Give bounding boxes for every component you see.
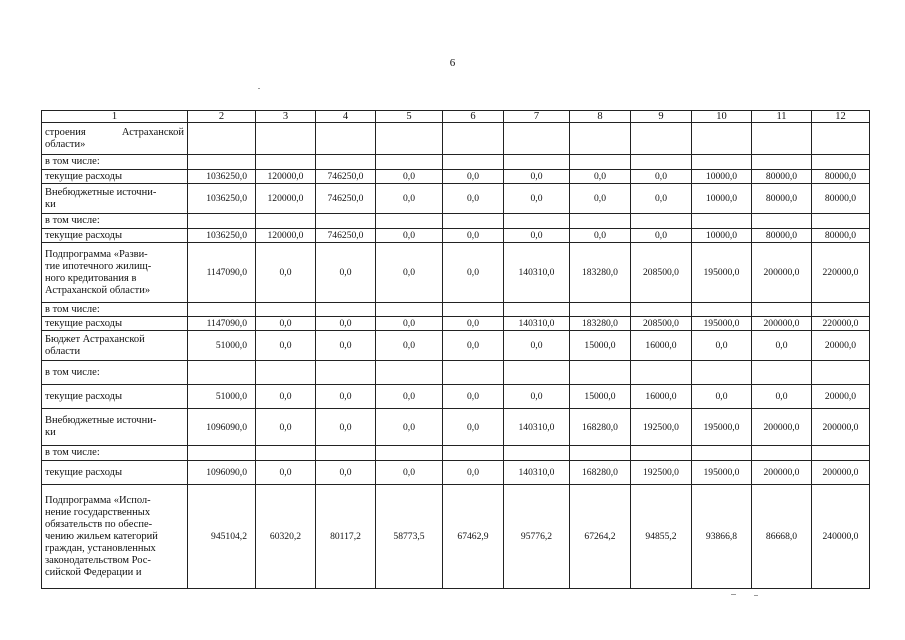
value-cell-col-9: 0,0 [631, 170, 692, 184]
budget-table [41, 110, 870, 589]
row-label-line: в том числе: [45, 303, 100, 315]
row-label-line: текущие расходы [45, 317, 123, 329]
value-cell-col-2: 1147090,0 [188, 317, 256, 331]
value-cell-col-12 [812, 361, 870, 385]
value-cell-col-10: 0,0 [692, 331, 752, 361]
value-cell-col-9 [631, 446, 692, 461]
row-label [42, 170, 188, 184]
row-label-line: в том числе: [45, 215, 100, 226]
value-cell-col-5 [376, 361, 443, 385]
value-cell-col-10: 195000,0 [692, 243, 752, 303]
value-cell-col-6: 0,0 [443, 184, 504, 214]
value-cell-col-7 [504, 155, 570, 170]
value-cell-col-3: 120000,0 [256, 229, 316, 243]
value-cell-col-5 [376, 155, 443, 170]
row-label-line: граждан, установленных [45, 542, 156, 554]
row-label-line: нение государственных [45, 506, 151, 518]
value-cell-col-10: 0,0 [692, 385, 752, 409]
value-cell-col-8: 15000,0 [570, 385, 631, 409]
value-cell-col-5: 0,0 [376, 331, 443, 361]
value-cell-col-9 [631, 303, 692, 317]
value-cell-col-8 [570, 155, 631, 170]
value-cell-col-6: 0,0 [443, 317, 504, 331]
value-cell-col-4 [316, 303, 376, 317]
value-cell-col-11 [752, 123, 812, 155]
column-header-9: 9 [631, 111, 692, 123]
value-cell-col-2 [188, 303, 256, 317]
table-row [42, 229, 870, 243]
value-cell-col-11: 80000,0 [752, 229, 812, 243]
value-cell-col-11: 200000,0 [752, 461, 812, 485]
value-cell-col-9 [631, 155, 692, 170]
value-cell-col-8: 0,0 [570, 229, 631, 243]
row-label-line: области» [45, 138, 86, 150]
value-cell-col-10 [692, 214, 752, 229]
row-label-line: области [45, 345, 81, 357]
value-cell-col-5 [376, 446, 443, 461]
value-cell-col-8 [570, 123, 631, 155]
page-number: 6 [449, 57, 456, 69]
value-cell-col-2: 1036250,0 [188, 170, 256, 184]
value-cell-col-12 [812, 446, 870, 461]
value-cell-col-5: 0,0 [376, 170, 443, 184]
column-header-5: 5 [376, 111, 443, 123]
value-cell-col-11 [752, 155, 812, 170]
value-cell-col-8: 0,0 [570, 170, 631, 184]
row-label-line: Внебюджетные источни- [45, 186, 157, 198]
row-label [42, 317, 188, 331]
column-header-12: 12 [812, 111, 870, 123]
value-cell-col-3: 60320,2 [256, 485, 316, 589]
value-cell-col-10 [692, 303, 752, 317]
value-cell-col-11: 200000,0 [752, 317, 812, 331]
value-cell-col-2: 1036250,0 [188, 184, 256, 214]
value-cell-col-3 [256, 361, 316, 385]
value-cell-col-12 [812, 155, 870, 170]
value-cell-col-9: 192500,0 [631, 461, 692, 485]
value-cell-col-9 [631, 361, 692, 385]
value-cell-col-12: 200000,0 [812, 409, 870, 446]
column-header-8: 8 [570, 111, 631, 123]
table-row [42, 317, 870, 331]
table-row [42, 409, 870, 446]
value-cell-col-11: 86668,0 [752, 485, 812, 589]
row-label-line: Подпрограмма «Разви- [45, 248, 148, 260]
row-label-line: ки [45, 198, 56, 210]
row-label-line: Бюджет Астраханской [45, 333, 145, 345]
value-cell-col-12 [812, 123, 870, 155]
value-cell-col-9: 208500,0 [631, 317, 692, 331]
value-cell-col-2: 1096090,0 [188, 409, 256, 446]
value-cell-col-7 [504, 123, 570, 155]
value-cell-col-3: 120000,0 [256, 184, 316, 214]
table-row [42, 485, 870, 589]
value-cell-col-12 [812, 303, 870, 317]
value-cell-col-12: 200000,0 [812, 461, 870, 485]
table-row [42, 184, 870, 214]
table-row [42, 170, 870, 184]
column-header-4: 4 [316, 111, 376, 123]
value-cell-col-4 [316, 123, 376, 155]
value-cell-col-9 [631, 214, 692, 229]
value-cell-col-2: 51000,0 [188, 385, 256, 409]
value-cell-col-8 [570, 214, 631, 229]
value-cell-col-12: 80000,0 [812, 170, 870, 184]
value-cell-col-2: 1147090,0 [188, 243, 256, 303]
value-cell-col-2 [188, 123, 256, 155]
value-cell-col-11: 200000,0 [752, 243, 812, 303]
value-cell-col-10 [692, 155, 752, 170]
value-cell-col-4: 746250,0 [316, 170, 376, 184]
value-cell-col-9: 94855,2 [631, 485, 692, 589]
value-cell-col-8 [570, 361, 631, 385]
value-cell-col-11: 80000,0 [752, 184, 812, 214]
column-header-6: 6 [443, 111, 504, 123]
value-cell-col-6 [443, 123, 504, 155]
row-label-line: обязательств по обеспе- [45, 518, 153, 530]
value-cell-col-3: 120000,0 [256, 170, 316, 184]
value-cell-col-4: 0,0 [316, 409, 376, 446]
value-cell-col-7: 0,0 [504, 229, 570, 243]
value-cell-col-11 [752, 446, 812, 461]
value-cell-col-8: 67264,2 [570, 485, 631, 589]
value-cell-col-4 [316, 155, 376, 170]
row-label [42, 361, 188, 385]
value-cell-col-4: 746250,0 [316, 184, 376, 214]
row-label-line: Внебюджетные источни- [45, 415, 157, 426]
value-cell-col-11: 0,0 [752, 385, 812, 409]
column-header-10: 10 [692, 111, 752, 123]
value-cell-col-2 [188, 214, 256, 229]
value-cell-col-11 [752, 214, 812, 229]
value-cell-col-10: 195000,0 [692, 461, 752, 485]
value-cell-col-4: 0,0 [316, 331, 376, 361]
scan-speck [754, 595, 758, 596]
row-label-line: Астраханской области» [45, 284, 151, 296]
value-cell-col-5 [376, 214, 443, 229]
row-label-line: текущие расходы [45, 170, 123, 182]
value-cell-col-7: 140310,0 [504, 317, 570, 331]
value-cell-col-3 [256, 214, 316, 229]
value-cell-col-10: 10000,0 [692, 229, 752, 243]
value-cell-col-2: 945104,2 [188, 485, 256, 589]
row-label-line: Подпрограмма «Испол- [45, 494, 151, 506]
value-cell-col-5: 0,0 [376, 184, 443, 214]
row-label [42, 385, 188, 409]
table-row [42, 214, 870, 229]
row-label-line: тие ипотечного жилищ- [45, 260, 152, 272]
value-cell-col-7: 140310,0 [504, 243, 570, 303]
value-cell-col-5: 0,0 [376, 409, 443, 446]
row-label [42, 155, 188, 170]
value-cell-col-10 [692, 446, 752, 461]
value-cell-col-12: 220000,0 [812, 317, 870, 331]
column-header-2: 2 [188, 111, 256, 123]
value-cell-col-7 [504, 303, 570, 317]
value-cell-col-4: 0,0 [316, 461, 376, 485]
value-cell-col-5 [376, 303, 443, 317]
value-cell-col-12: 80000,0 [812, 229, 870, 243]
value-cell-col-8 [570, 303, 631, 317]
value-cell-col-10: 195000,0 [692, 317, 752, 331]
value-cell-col-3: 0,0 [256, 385, 316, 409]
value-cell-col-4: 746250,0 [316, 229, 376, 243]
value-cell-col-12: 80000,0 [812, 184, 870, 214]
value-cell-col-6: 0,0 [443, 385, 504, 409]
value-cell-col-6 [443, 303, 504, 317]
value-cell-col-7: 0,0 [504, 385, 570, 409]
value-cell-col-7: 95776,2 [504, 485, 570, 589]
value-cell-col-9: 192500,0 [631, 409, 692, 446]
value-cell-col-6: 0,0 [443, 243, 504, 303]
value-cell-col-5: 0,0 [376, 385, 443, 409]
value-cell-col-6: 67462,9 [443, 485, 504, 589]
table-row [42, 385, 870, 409]
value-cell-col-8: 168280,0 [570, 461, 631, 485]
value-cell-col-5: 0,0 [376, 229, 443, 243]
column-number-row [42, 111, 870, 123]
table-row [42, 446, 870, 461]
value-cell-col-3: 0,0 [256, 317, 316, 331]
value-cell-col-4 [316, 214, 376, 229]
value-cell-col-7: 0,0 [504, 170, 570, 184]
row-label-line: в том числе: [45, 366, 100, 378]
value-cell-col-3: 0,0 [256, 461, 316, 485]
value-cell-col-7 [504, 361, 570, 385]
value-cell-col-2: 1036250,0 [188, 229, 256, 243]
row-label [42, 303, 188, 317]
row-label-line: текущие расходы [45, 229, 123, 241]
table-row [42, 461, 870, 485]
value-cell-col-7: 140310,0 [504, 409, 570, 446]
value-cell-col-7: 0,0 [504, 331, 570, 361]
value-cell-col-3 [256, 303, 316, 317]
value-cell-col-10 [692, 123, 752, 155]
value-cell-col-3: 0,0 [256, 331, 316, 361]
value-cell-col-3: 0,0 [256, 243, 316, 303]
value-cell-col-9 [631, 123, 692, 155]
row-label-line: текущие расходы [45, 466, 123, 478]
value-cell-col-12: 240000,0 [812, 485, 870, 589]
value-cell-col-2: 1096090,0 [188, 461, 256, 485]
value-cell-col-5: 0,0 [376, 461, 443, 485]
column-header-1: 1 [42, 111, 188, 123]
column-header-7: 7 [504, 111, 570, 123]
row-label-line: текущие расходы [45, 390, 123, 402]
value-cell-col-8: 15000,0 [570, 331, 631, 361]
value-cell-col-10: 10000,0 [692, 170, 752, 184]
value-cell-col-8: 183280,0 [570, 243, 631, 303]
value-cell-col-2 [188, 361, 256, 385]
value-cell-col-7 [504, 214, 570, 229]
row-label [42, 461, 188, 485]
value-cell-col-10: 93866,8 [692, 485, 752, 589]
value-cell-col-12: 20000,0 [812, 385, 870, 409]
value-cell-col-8: 0,0 [570, 184, 631, 214]
row-label [42, 229, 188, 243]
value-cell-col-10: 195000,0 [692, 409, 752, 446]
value-cell-col-3 [256, 123, 316, 155]
value-cell-col-9: 16000,0 [631, 331, 692, 361]
value-cell-col-9: 0,0 [631, 229, 692, 243]
row-label-line: сийской Федерации и [45, 566, 142, 578]
value-cell-col-3: 0,0 [256, 409, 316, 446]
table-row [42, 243, 870, 303]
value-cell-col-6: 0,0 [443, 409, 504, 446]
value-cell-col-5: 58773,5 [376, 485, 443, 589]
row-label [42, 214, 188, 229]
value-cell-col-2 [188, 446, 256, 461]
scan-speck [731, 594, 736, 595]
value-cell-col-12 [812, 214, 870, 229]
value-cell-col-3 [256, 155, 316, 170]
value-cell-col-11: 80000,0 [752, 170, 812, 184]
value-cell-col-10 [692, 361, 752, 385]
value-cell-col-7: 0,0 [504, 184, 570, 214]
value-cell-col-4 [316, 361, 376, 385]
value-cell-col-5: 0,0 [376, 243, 443, 303]
row-label-line: ки [45, 427, 56, 438]
row-label-line: законодательством Рос- [45, 554, 151, 566]
value-cell-col-2: 51000,0 [188, 331, 256, 361]
table-row [42, 361, 870, 385]
value-cell-col-11: 0,0 [752, 331, 812, 361]
value-cell-col-4: 0,0 [316, 243, 376, 303]
row-label-line: в том числе: [45, 447, 100, 458]
value-cell-col-6 [443, 446, 504, 461]
row-label [42, 184, 188, 214]
value-cell-col-2 [188, 155, 256, 170]
row-label-line: чению жильем категорий [45, 530, 158, 542]
value-cell-col-8 [570, 446, 631, 461]
value-cell-col-9: 0,0 [631, 184, 692, 214]
value-cell-col-9: 208500,0 [631, 243, 692, 303]
row-label [42, 331, 188, 361]
value-cell-col-6: 0,0 [443, 229, 504, 243]
value-cell-col-12: 220000,0 [812, 243, 870, 303]
column-header-3: 3 [256, 111, 316, 123]
table-row [42, 123, 870, 155]
value-cell-col-6: 0,0 [443, 331, 504, 361]
value-cell-col-4 [316, 446, 376, 461]
value-cell-col-5 [376, 123, 443, 155]
row-label [42, 446, 188, 461]
value-cell-col-6: 0,0 [443, 461, 504, 485]
row-label-line: строения Астраханской [45, 126, 184, 138]
value-cell-col-7 [504, 446, 570, 461]
value-cell-col-6 [443, 214, 504, 229]
value-cell-col-8: 168280,0 [570, 409, 631, 446]
table-row [42, 303, 870, 317]
table-row [42, 155, 870, 170]
value-cell-col-4: 0,0 [316, 385, 376, 409]
row-label-line: ного кредитования в [45, 272, 137, 284]
value-cell-col-4: 80117,2 [316, 485, 376, 589]
value-cell-col-8: 183280,0 [570, 317, 631, 331]
value-cell-col-10: 10000,0 [692, 184, 752, 214]
table-body [42, 123, 870, 589]
value-cell-col-6 [443, 155, 504, 170]
row-label [42, 409, 188, 446]
row-label [42, 123, 188, 155]
value-cell-col-11 [752, 361, 812, 385]
value-cell-col-12: 20000,0 [812, 331, 870, 361]
table-row [42, 331, 870, 361]
column-header-11: 11 [752, 111, 812, 123]
value-cell-col-9: 16000,0 [631, 385, 692, 409]
value-cell-col-6: 0,0 [443, 170, 504, 184]
row-label [42, 485, 188, 589]
scan-speck [258, 88, 260, 89]
row-label [42, 243, 188, 303]
value-cell-col-7: 140310,0 [504, 461, 570, 485]
budget-table-container [41, 110, 869, 589]
value-cell-col-6 [443, 361, 504, 385]
value-cell-col-4: 0,0 [316, 317, 376, 331]
row-label-line: в том числе: [45, 156, 100, 167]
value-cell-col-11: 200000,0 [752, 409, 812, 446]
value-cell-col-5: 0,0 [376, 317, 443, 331]
value-cell-col-11 [752, 303, 812, 317]
value-cell-col-3 [256, 446, 316, 461]
